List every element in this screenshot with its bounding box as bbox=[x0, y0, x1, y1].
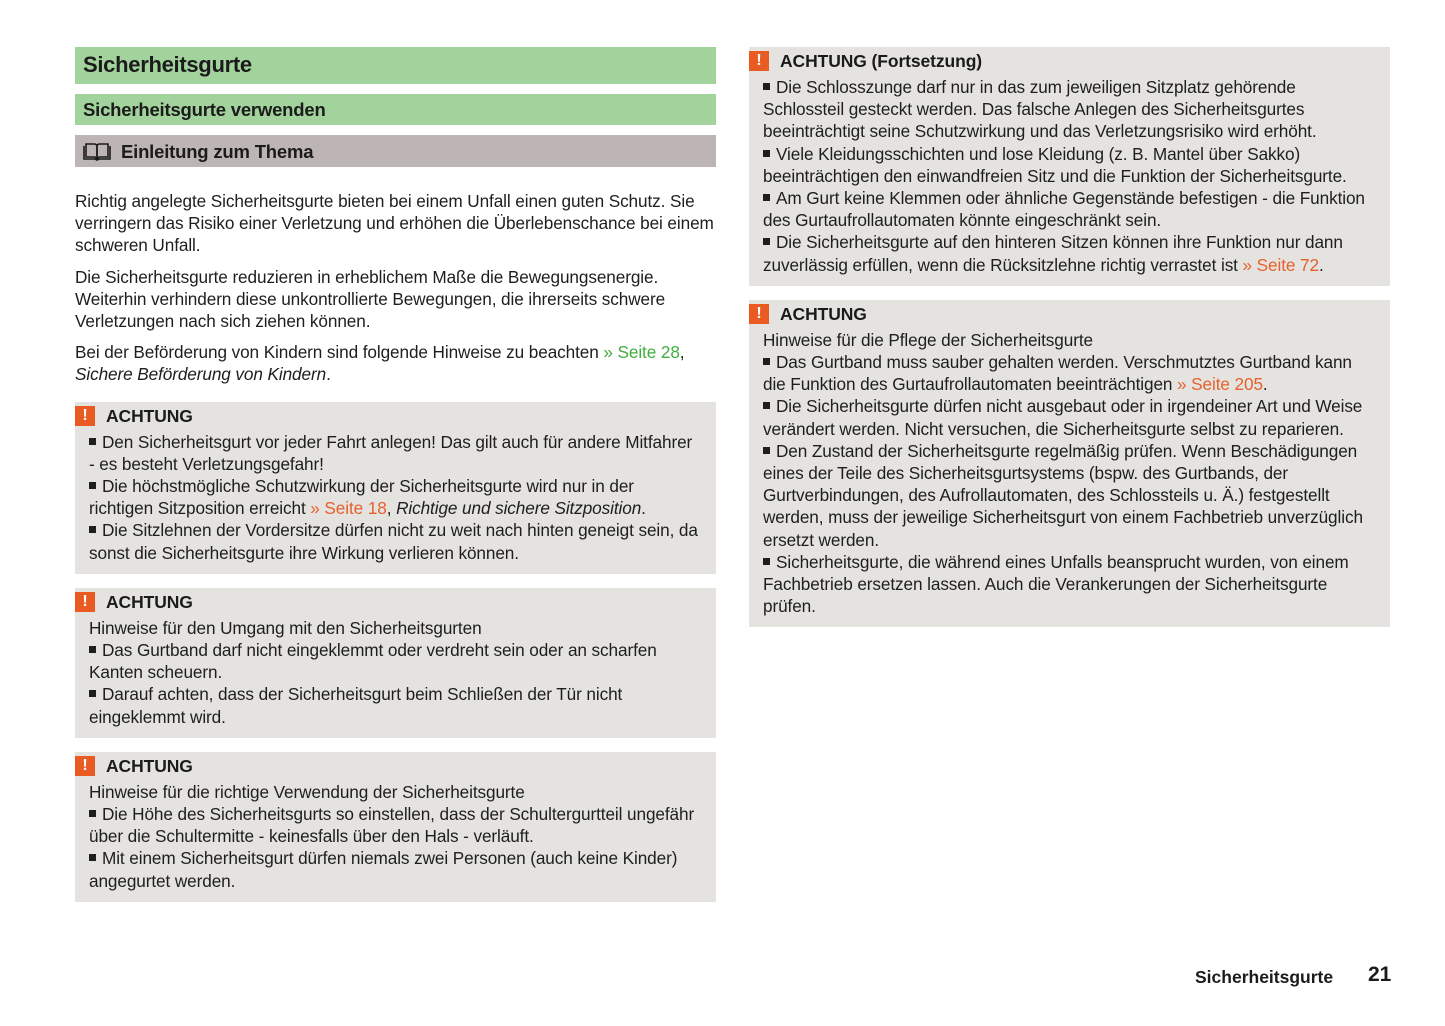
warning-box bbox=[75, 402, 716, 574]
bullet-icon bbox=[89, 690, 96, 697]
warning-box bbox=[75, 752, 716, 902]
exclamation-icon: ! bbox=[75, 756, 95, 776]
warning-intro: Hinweise für die Pflege der Sicherheitsgurte bbox=[763, 329, 1093, 350]
left-column bbox=[75, 47, 716, 902]
warning-title: ACHTUNG bbox=[106, 591, 193, 612]
bullet-icon bbox=[763, 402, 770, 409]
bullet-icon bbox=[763, 150, 770, 157]
warning-bullet: Mit einem Sicherheitsgurt dürfen niemals zwei Personen (auch keine Kinder) angegurtet werden. bbox=[89, 848, 678, 891]
bullet-icon bbox=[763, 558, 770, 565]
warning-bullet: Am Gurt keine Klemmen oder ähnliche Gegenstände befestigen - die Funktion des Gurtaufrollautomaten könnte eingeschränkt sein. bbox=[763, 188, 1365, 231]
warning-bullet: Die Höhe des Sicherheitsgurts so einstellen, dass der Schultergurtteil ungefähr über die Schultermitte - keinesfalls über den Hals - verläuft. bbox=[89, 804, 695, 847]
warning-bullet: Den Sicherheitsgurt vor jeder Fahrt anlegen! Das gilt auch für andere Mitfahrer - es besteht Verletzungsgefahr! bbox=[89, 431, 693, 474]
warning-bullet: Den Zustand der Sicherheitsgurte regelmäßig prüfen. Wenn Beschädigungen eines der Teile des Sicherheitsgurtsystems (bspw. des Gurtbands, der Gurtverbindungen, des Aufrollautomaten, des Schlossteils u. Ä.) festgestellt werden, muss der jeweilige Sicherheitsgurt von einem Fachbetrieb unverzüglich ersetzt werden. bbox=[763, 440, 1363, 550]
intro-paragraph-2: Die Sicherheitsgurte reduzieren in erheblichem Maße die Bewegungsenergie. Weiterhin verhindern diese unkontrollierte Bewegungen, die ihrerseits schwere Verletzungen nach sich ziehen können. bbox=[75, 266, 666, 332]
warning-intro: Hinweise für die richtige Verwendung der Sicherheitsgurte bbox=[89, 781, 525, 802]
warning-box bbox=[749, 300, 1390, 628]
bullet-icon bbox=[89, 646, 96, 653]
warning-bullet: Die Schlosszunge darf nur in das zum jeweiligen Sitzplatz gehörende Schlossteil gesteckt werden. Das falsche Anlegen des Sicherheitsgurtes beeinträchtigt seine Schutzwirkung und das Verletzungsrisiko wird erhöht. bbox=[763, 77, 1317, 142]
right-column bbox=[749, 47, 1390, 627]
warning-bullet: Viele Kleidungsschichten und lose Kleidung (z. B. Mantel über Sakko) beeinträchtigen den einwandfreien Sitz und die Funktion der Sicherheitsgurte. bbox=[763, 143, 1347, 186]
intro-paragraph-3: Bei der Beförderung von Kindern sind folgende Hinweise zu beachten » Seite 28, Sichere Beförderung von Kindern. bbox=[75, 342, 685, 385]
page-number: 21 bbox=[1368, 963, 1392, 986]
warning-title: ACHTUNG bbox=[106, 755, 193, 776]
warning-title: ACHTUNG (Fortsetzung) bbox=[780, 50, 983, 71]
page-link-205[interactable]: » Seite 205 bbox=[1177, 374, 1263, 395]
intro-paragraph-1: Richtig angelegte Sicherheitsgurte bieten bei einem Unfall einen guten Schutz. Sie verringern das Risiko einer Verletzung und erhöhen die Überlebenschance bei einem schweren Unfall. bbox=[75, 191, 714, 256]
bullet-icon bbox=[89, 854, 96, 861]
exclamation-icon: ! bbox=[749, 304, 769, 324]
bullet-icon bbox=[89, 810, 96, 817]
warning-bullet: Die Sitzlehnen der Vordersitze dürfen nicht zu weit nach hinten geneigt sein, da sonst die Sicherheitsgurte ihre Wirkung verlieren können. bbox=[89, 520, 698, 563]
warning-title: ACHTUNG bbox=[106, 405, 193, 426]
section-heading: Sicherheitsgurte verwenden bbox=[75, 94, 716, 125]
bullet-icon bbox=[763, 447, 770, 454]
footer-section-title: Sicherheitsgurte bbox=[1195, 967, 1334, 987]
bullet-icon bbox=[89, 526, 96, 533]
page-link-72[interactable]: » Seite 72 bbox=[1242, 254, 1319, 275]
bullet-icon bbox=[763, 83, 770, 90]
book-icon bbox=[83, 143, 111, 161]
page-link-18[interactable]: » Seite 18 bbox=[310, 498, 387, 519]
warning-bullet: Die höchstmögliche Schutzwirkung der Sicherheitsgurte wird nur in der richtigen Sitzposition erreicht » Seite 18, Richtige und sichere Sitzposition. bbox=[89, 476, 646, 519]
bullet-icon bbox=[763, 358, 770, 365]
warning-box-continued bbox=[749, 47, 1390, 286]
warning-bullet: Darauf achten, dass der Sicherheitsgurt beim Schließen der Tür nicht eingeklemmt wird. bbox=[89, 684, 623, 727]
chapter-heading: Sicherheitsgurte bbox=[75, 47, 716, 84]
exclamation-icon: ! bbox=[75, 592, 95, 612]
intro-text bbox=[75, 190, 716, 386]
bullet-icon bbox=[89, 482, 96, 489]
exclamation-icon: ! bbox=[75, 406, 95, 426]
subsection-heading bbox=[75, 135, 716, 167]
warning-intro: Hinweise für den Umgang mit den Sicherheitsgurten bbox=[89, 617, 482, 638]
subsection-title: Einleitung zum Thema bbox=[121, 140, 314, 162]
warning-bullet: Sicherheitsgurte, die während eines Unfalls beansprucht wurden, von einem Fachbetrieb ersetzen lassen. Auch die Verankerungen der Sicherheitsgurte prüfen. bbox=[763, 551, 1349, 617]
bullet-icon bbox=[763, 194, 770, 201]
warning-bullet: Die Sicherheitsgurte auf den hinteren Sitzen können ihre Funktion nur dann zuverlässig erfüllen, wenn die Rücksitzlehne richtig verrastet ist » Seite 72. bbox=[763, 232, 1343, 275]
bullet-icon bbox=[763, 238, 770, 245]
page-link-28[interactable]: » Seite 28 bbox=[603, 342, 680, 363]
warning-title: ACHTUNG bbox=[780, 303, 867, 324]
warning-box bbox=[75, 588, 716, 738]
warning-bullet: Die Sicherheitsgurte dürfen nicht ausgebaut oder in irgendeiner Art und Weise verändert werden. Nicht versuchen, die Sicherheitsgurte selbst zu reparieren. bbox=[763, 396, 1363, 439]
exclamation-icon: ! bbox=[749, 51, 769, 71]
warning-bullet: Das Gurtband muss sauber gehalten werden. Verschmutztes Gurtband kann die Funktion des Gurtaufrollautomaten beeinträchtigen » Seite 205. bbox=[763, 352, 1352, 395]
bullet-icon bbox=[89, 438, 96, 445]
warning-bullet: Das Gurtband darf nicht eingeklemmt oder verdreht sein oder an scharfen Kanten scheuern. bbox=[89, 640, 657, 683]
